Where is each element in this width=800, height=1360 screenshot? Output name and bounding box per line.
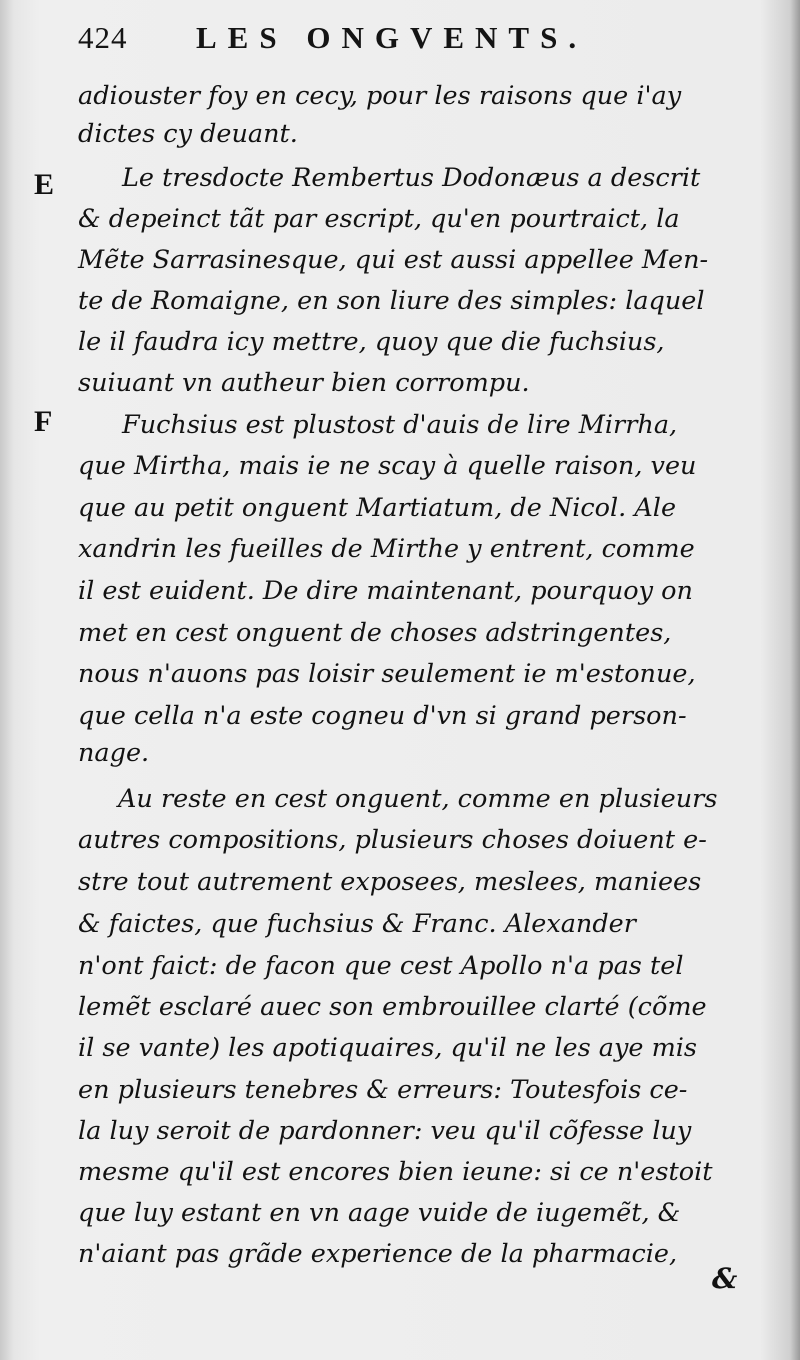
running-header	[78, 20, 698, 60]
text-line: n'aiant pas grãde experience de la pharmacie,	[78, 1239, 678, 1269]
text-line: que au petit onguent Martiatum, de Nicol. Ale	[78, 493, 677, 523]
text-line: la luy seroit de pardonner: veu qu'il cõfesse luy	[78, 1116, 692, 1146]
text-line: en plusieurs tenebres & erreurs: Toutesfois ce-	[78, 1075, 688, 1105]
text-line: stre tout autrement exposees, meslees, maniees	[78, 867, 702, 897]
text-line: Fuchsius est plustost d'auis de lire Mirrha,	[122, 410, 678, 440]
text-line: Mẽte Sarrasinesque, qui est aussi appellee Men-	[78, 245, 709, 275]
text-line: il se vante) les apotiquaires, qu'il ne les aye mis	[78, 1033, 697, 1063]
text-line: que Mirtha, mais ie ne scay à quelle raison, veu	[78, 451, 697, 481]
text-line: lemẽt esclaré auec son embrouillee clarté (cõme	[78, 992, 707, 1022]
text-line: suiuant vn autheur bien corrompu.	[78, 368, 530, 398]
text-line: nous n'auons pas loisir seulement ie m'estonue,	[78, 659, 696, 689]
catchword: &	[712, 1262, 738, 1295]
text-line: Le tresdocte Rembertus Dodonæus a descrit	[122, 163, 701, 193]
text-line: & faictes, que fuchsius & Franc. Alexander	[78, 909, 636, 939]
text-line: il est euident. De dire maintenant, pourquoy on	[78, 576, 693, 606]
text-line: n'ont faict: de facon que cest Apollo n'a pas tel	[78, 951, 684, 981]
text-line: & depeinct tãt par escript, qu'en pourtraict, la	[78, 204, 680, 234]
margin-letter-e: E	[34, 168, 55, 201]
text-line: nage.	[78, 738, 150, 768]
text-line: adiouster foy en cecy, pour les raisons que i'ay	[78, 81, 682, 111]
margin-letter-f: F	[34, 405, 53, 438]
text-line: dictes cy deuant.	[78, 119, 298, 149]
text-line: le il faudra icy mettre, quoy que die fuchsius,	[78, 327, 665, 357]
text-line: mesme qu'il est encores bien ieune: si ce n'estoit	[78, 1157, 713, 1187]
text-line: autres compositions, plusieurs choses doiuent e-	[78, 825, 707, 855]
text-line: que luy estant en vn aage vuide de iugemẽt, &	[78, 1198, 681, 1228]
running-title: LES ONGVENTS.	[196, 20, 588, 55]
text-line: met en cest onguent de choses adstringentes,	[78, 618, 672, 648]
text-line: Au reste en cest onguent, comme en plusieurs	[118, 784, 718, 814]
text-line: que cella n'a este cogneu d'vn si grand person-	[78, 701, 687, 731]
page-number: 424	[78, 20, 128, 55]
text-line: xandrin les fueilles de Mirthe y entrent, comme	[78, 534, 695, 564]
text-line: te de Romaigne, en son liure des simples: laquel	[78, 286, 705, 316]
